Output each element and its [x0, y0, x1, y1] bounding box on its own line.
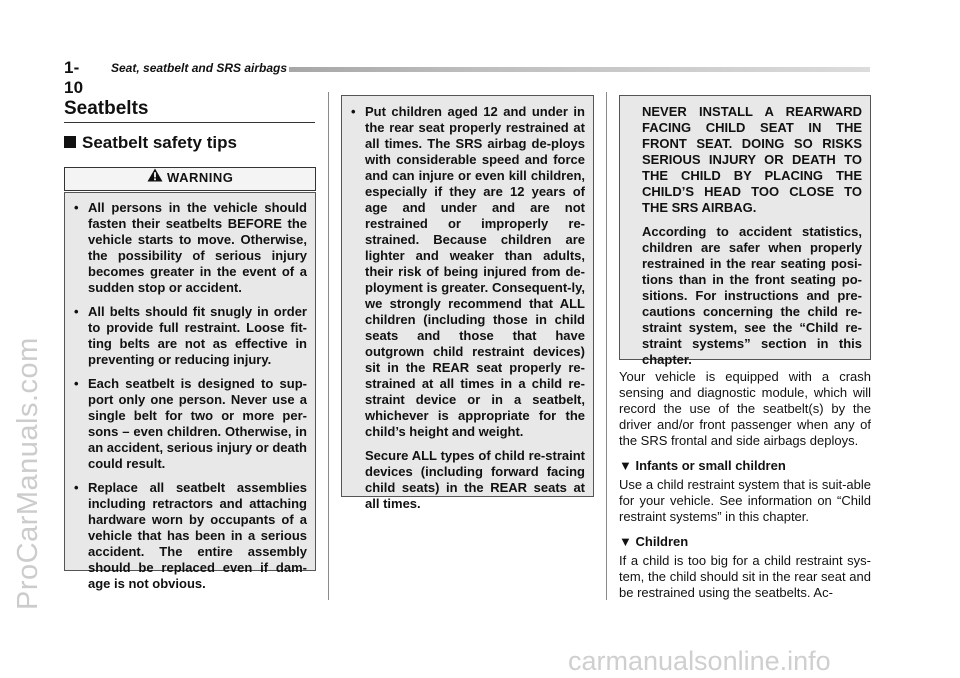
- column-divider-right: [606, 92, 607, 600]
- warning-box: [64, 192, 316, 591]
- infants-heading-text: Infants or small children: [635, 458, 786, 473]
- column-divider-left: [328, 92, 329, 600]
- crash-sensing-paragraph: Your vehicle is equipped with a crash sensing and diagnostic module, which will record the use of the seatbelt(s) by the driver and/or front passenger when any of the SRS frontal and side airbags deploys.: [619, 369, 871, 448]
- warning-box-continued: [341, 95, 594, 511]
- rearward-seat-warning-text: NEVER INSTALL A REARWARD FACING CHILD SEAT IN THE FRONT SEAT. DOING SO RISKS SERIOUS INJURY OR DEATH TO THE CHILD BY PLACING THE CHILD’S HEAD TOO CLOSE TO THE SRS AIRBAG.: [642, 104, 862, 215]
- warning-bullet-text: All persons in the vehicle should fasten their seatbelts BEFORE the vehicle starts to move. Otherwise, the possibility of serious injury becomes greater in the event of a sudden stop or accident.: [88, 200, 307, 295]
- children-heading-text: Children: [635, 534, 689, 549]
- subsection-title: [64, 133, 237, 153]
- warning-label: WARNING: [167, 170, 234, 185]
- warning-triangle-icon: [147, 168, 163, 187]
- page-number: 1-10: [64, 58, 84, 97]
- section-title-rule: [64, 122, 315, 123]
- warning-header: [64, 167, 316, 191]
- warning-bullet-text: All belts should fit snugly in order to provide full restraint. Loose fit-ting belts are not as effective in preventing or reducing injury.: [88, 304, 307, 367]
- square-bullet-icon: [64, 136, 76, 148]
- bullet-marker: •: [74, 376, 79, 391]
- bullet-marker: •: [74, 304, 79, 319]
- warning-bullet-1: [73, 200, 307, 296]
- accident-statistics-text: According to accident statistics, children are safer when properly restrained in the rear seating posi-tions than in the front seating po-sitions. For instructions and pre-cautions concerning the child re-straint system, see the “Child re-straint systems” section in this chapter.: [642, 224, 862, 367]
- watermark-left-text: ProCarManuals.com: [12, 337, 44, 610]
- children-rear-seat-bullet: [350, 104, 585, 440]
- subsection-title-text: Seatbelt safety tips: [82, 133, 237, 152]
- infants-heading: [619, 458, 871, 473]
- chapter-title: Seat, seatbelt and SRS airbags: [111, 61, 288, 75]
- children-rear-seat-text: Put children aged 12 and under in the rear seat properly restrained at all times. The SRS airbag de-ploys with considerable speed and force and can injure or even kill children, especially if they are 12 years of age and under and are not restrained or improperly re-strained. Because children are lighter and weaker than adults, their risk of being injured from de-ployment is greater. Consequent-ly, we strongly recommend that ALL children (including those in child seats and those that have outgrown child restraint devices) sit in the REAR seat properly re-strained at all times in a child re-straint device or in a seatbelt, whichever is appropriate for the child’s height and weight.: [365, 104, 585, 439]
- warning-bullet-text: Replace all seatbelt assemblies including retractors and attaching hardware worn by occupants of a vehicle that has been in a serious accident. The entire assembly should be replaced even if dam-age is not obvious.: [88, 480, 307, 591]
- warning-bullet-3: [73, 376, 307, 472]
- triangle-down-icon: ▼: [619, 534, 632, 549]
- watermark-bottom: carmanualsonline.info: [568, 646, 831, 676]
- bullet-marker: •: [74, 480, 79, 495]
- secure-child-restraint-paragraph: Secure ALL types of child re-straint devices (including forward facing child seats) in the REAR seats at all times.: [365, 448, 585, 511]
- bullet-marker: •: [351, 104, 356, 119]
- children-paragraph: If a child is too big for a child restraint sys-tem, the child should sit in the rear seat and be restrained using the seatbelts. Ac-: [619, 553, 871, 600]
- warning-bullet-text: Each seatbelt is designed to sup-port only one person. Never use a single belt for two or more per-sons – even children. Otherwise, in an accident, serious injury or death could result.: [88, 376, 307, 471]
- triangle-down-icon: ▼: [619, 458, 632, 473]
- bullet-marker: •: [74, 200, 79, 215]
- section-title: Seatbelts: [64, 98, 149, 119]
- warning-bullet-4: [73, 480, 307, 592]
- infants-paragraph: Use a child restraint system that is suit-able for your vehicle. See information on “Child restraint systems” in this chapter.: [619, 477, 871, 524]
- right-column-body: [619, 369, 871, 601]
- children-heading: [619, 534, 871, 549]
- warning-bullet-2: [73, 304, 307, 368]
- warning-box-rearward-seat: [619, 95, 871, 367]
